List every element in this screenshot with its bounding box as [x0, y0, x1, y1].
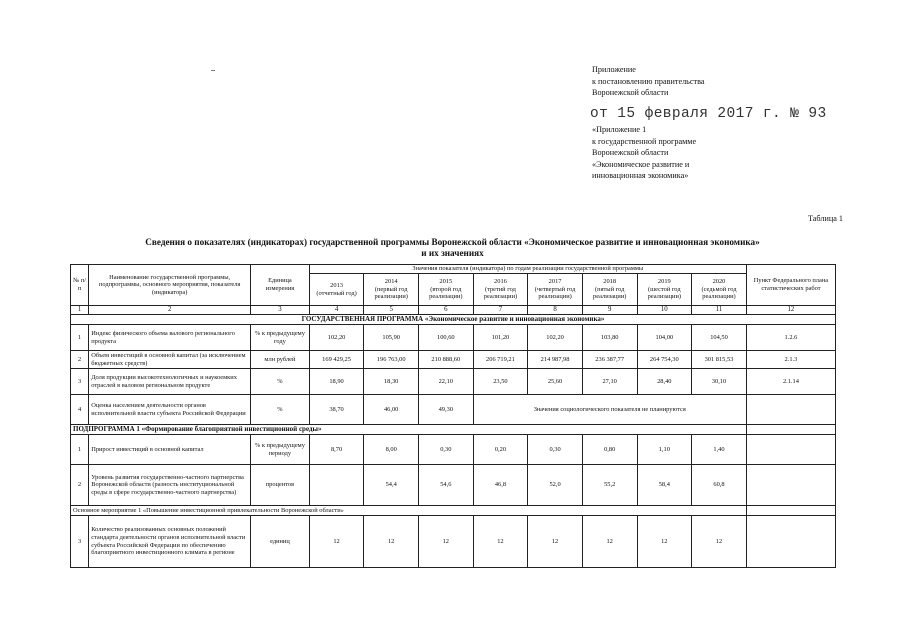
- value-cell: 54,4: [364, 465, 419, 506]
- table-row: [71, 465, 836, 506]
- row-num: 4: [71, 395, 89, 425]
- value-cell: 103,80: [582, 325, 637, 351]
- col-number: 3: [251, 306, 310, 315]
- row-name: Уровень развития государственно-частного партнерства Воронежской области (разность институциональной среды в сфере государственно-частного партнерства): [89, 465, 251, 506]
- row-num: 3: [71, 516, 89, 568]
- col-number: 9: [582, 306, 637, 315]
- value-cell: 12: [419, 516, 474, 568]
- col-number: 12: [746, 306, 835, 315]
- row-unit: %: [251, 369, 310, 395]
- row-unit: % к предыдущему году: [251, 325, 310, 351]
- value-cell: 28,40: [637, 369, 692, 395]
- plan-cell: 2.1.3: [746, 351, 835, 369]
- value-cell: 210 888,60: [419, 351, 474, 369]
- header-line: к постановлению правительства: [592, 76, 705, 86]
- header-line: Воронежской области: [592, 148, 669, 158]
- value-cell: 0,20: [473, 435, 528, 465]
- subprogram-title: ПОДПРОГРАММА 1 «Формирование благоприятной инвестиционной среды»: [71, 425, 747, 435]
- row-name: Доля продукции высокотехнологичных и наукоемких отраслей в валовом региональном продукте: [89, 369, 251, 395]
- row-unit: % к предыдущему периоду: [251, 435, 310, 465]
- value-cell: 54,6: [419, 465, 474, 506]
- header-values: Значения показателя (индикатора) по годам реализации государственной программы: [309, 265, 746, 274]
- value-cell: 18,90: [309, 369, 364, 395]
- value-cell: 27,10: [582, 369, 637, 395]
- table-row: [71, 369, 836, 395]
- col-number: 7: [473, 306, 528, 315]
- plan-cell: [746, 435, 835, 465]
- row-name: Индекс физического объема валового регионального продукта: [89, 325, 251, 351]
- col-number: 5: [364, 306, 419, 315]
- year-cell: 2014 (первый год реализации): [364, 274, 419, 306]
- date-stamp: от 15 февраля 2017 г. № 93: [590, 106, 827, 122]
- row-num: 3: [71, 369, 89, 395]
- header-line: Воронежской области: [592, 88, 669, 98]
- sociological-note: Значения социологического показателя не планируются: [473, 395, 746, 425]
- value-cell: 0,30: [528, 435, 583, 465]
- row-unit: %: [251, 395, 310, 425]
- header-plan: Пункт Федерального плана статистических работ: [746, 265, 835, 306]
- value-cell: 101,20: [473, 325, 528, 351]
- value-cell: 55,2: [582, 465, 637, 506]
- row-name: Объем инвестиций в основной капитал (за исключением бюджетных средств): [89, 351, 251, 369]
- row-unit: млн рублей: [251, 351, 310, 369]
- value-cell: 0,30: [419, 435, 474, 465]
- year-cell: 2016 (третий год реализации): [473, 274, 528, 306]
- value-cell: 1,10: [637, 435, 692, 465]
- value-cell: 105,90: [364, 325, 419, 351]
- plan-cell: 1.2.6: [746, 325, 835, 351]
- value-cell: 104,00: [637, 325, 692, 351]
- value-cell: 46,00: [364, 395, 419, 425]
- title-line: и их значениях: [421, 248, 484, 258]
- header-line: к государственной программе: [592, 136, 697, 146]
- scan-speck: [211, 70, 215, 71]
- header-line: «Приложение 1: [592, 125, 647, 134]
- col-number: 6: [419, 306, 474, 315]
- value-cell: 264 754,30: [637, 351, 692, 369]
- col-number: 8: [528, 306, 583, 315]
- table-row: [71, 435, 836, 465]
- value-cell: 38,70: [309, 395, 364, 425]
- year-cell: 2017 (четвертый год реализации): [528, 274, 583, 306]
- table-header-row: [71, 265, 836, 274]
- header-line: Приложение: [592, 65, 636, 74]
- value-cell: [309, 465, 364, 506]
- value-cell: 23,50: [473, 369, 528, 395]
- document-title: [60, 237, 845, 259]
- year-cell: 2018 (пятый год реализации): [582, 274, 637, 306]
- value-cell: 12: [637, 516, 692, 568]
- plan-cell: [746, 465, 835, 506]
- col-number: 2: [89, 306, 251, 315]
- value-cell: 12: [473, 516, 528, 568]
- value-cell: 196 763,00: [364, 351, 419, 369]
- empty-cell: [746, 506, 835, 516]
- activity-title-row: [71, 506, 836, 516]
- col-number: 1: [71, 306, 89, 315]
- year-cell: 2013 (отчетный год): [309, 274, 364, 306]
- header-line: «Экономическое развитие и: [592, 159, 690, 169]
- value-cell: 49,30: [419, 395, 474, 425]
- row-unit: единиц: [251, 516, 310, 568]
- value-cell: 1,40: [692, 435, 747, 465]
- value-cell: 8,70: [309, 435, 364, 465]
- col-number: 11: [692, 306, 747, 315]
- row-name: Оценка населением деятельности органов исполнительной власти субъекта Российской Федерации: [89, 395, 251, 425]
- row-num: 2: [71, 465, 89, 506]
- column-number-row: [71, 306, 836, 315]
- value-cell: 104,50: [692, 325, 747, 351]
- value-cell: 214 987,98: [528, 351, 583, 369]
- plan-cell: [746, 395, 835, 425]
- value-cell: 206 719,21: [473, 351, 528, 369]
- value-cell: 12: [692, 516, 747, 568]
- col-number: 10: [637, 306, 692, 315]
- value-cell: 60,8: [692, 465, 747, 506]
- table-row: [71, 325, 836, 351]
- year-cell: 2020 (седьмой год реализации): [692, 274, 747, 306]
- value-cell: 8,00: [364, 435, 419, 465]
- table-row: [71, 351, 836, 369]
- table-label: Таблица 1: [808, 214, 844, 223]
- plan-cell: 2.1.14: [746, 369, 835, 395]
- value-cell: 102,20: [528, 325, 583, 351]
- row-num: 1: [71, 325, 89, 351]
- header-line: инновационная экономика»: [592, 171, 689, 181]
- table-row: [71, 395, 836, 425]
- value-cell: 102,20: [309, 325, 364, 351]
- appendix-subheader: [592, 124, 696, 182]
- row-name: Прирост инвестиций в основной капитал: [89, 435, 251, 465]
- year-cell: 2019 (шестой год реализации): [637, 274, 692, 306]
- row-unit: процентов: [251, 465, 310, 506]
- value-cell: 100,60: [419, 325, 474, 351]
- activity-title: Основное мероприятие 1 «Повышение инвестиционной привлекательности Воронежской области»: [71, 506, 747, 516]
- row-name: Количество реализованных основных положений стандарта деятельности органов исполнительной власти субъекта Российской Федерации по обеспечению благоприятного инвестиционного климата в регионе: [89, 516, 251, 568]
- empty-cell: [746, 425, 835, 435]
- value-cell: 18,30: [364, 369, 419, 395]
- table-row: [71, 516, 836, 568]
- value-cell: 30,10: [692, 369, 747, 395]
- value-cell: 12: [582, 516, 637, 568]
- value-cell: 22,10: [419, 369, 474, 395]
- value-cell: 46,8: [473, 465, 528, 506]
- value-cell: 58,4: [637, 465, 692, 506]
- plan-cell: [746, 516, 835, 568]
- program-title-row: [71, 315, 836, 325]
- program-title: ГОСУДАРСТВЕННАЯ ПРОГРАММА «Экономическое развитие и инновационная экономика»: [71, 315, 836, 325]
- header-num: № п/п: [71, 265, 89, 306]
- value-cell: 12: [528, 516, 583, 568]
- appendix-header: [592, 64, 705, 99]
- indicators-table: [70, 264, 836, 568]
- value-cell: 52,0: [528, 465, 583, 506]
- value-cell: 301 815,53: [692, 351, 747, 369]
- value-cell: 12: [309, 516, 364, 568]
- value-cell: 12: [364, 516, 419, 568]
- subprogram-title-row: [71, 425, 836, 435]
- value-cell: 236 387,77: [582, 351, 637, 369]
- row-num: 2: [71, 351, 89, 369]
- value-cell: 169 429,25: [309, 351, 364, 369]
- year-cell: 2015 (второй год реализации): [419, 274, 474, 306]
- value-cell: 25,60: [528, 369, 583, 395]
- header-name: Наименование государственной программы, подпрограммы, основного мероприятия, показателя (индикатора): [89, 265, 251, 306]
- header-unit: Единица измерения: [251, 265, 310, 306]
- row-num: 1: [71, 435, 89, 465]
- value-cell: 0,80: [582, 435, 637, 465]
- title-line: Сведения о показателях (индикаторах) государственной программы Воронежской области «Экономическое развитие и инновационная экономика»: [145, 237, 760, 247]
- col-number: 4: [309, 306, 364, 315]
